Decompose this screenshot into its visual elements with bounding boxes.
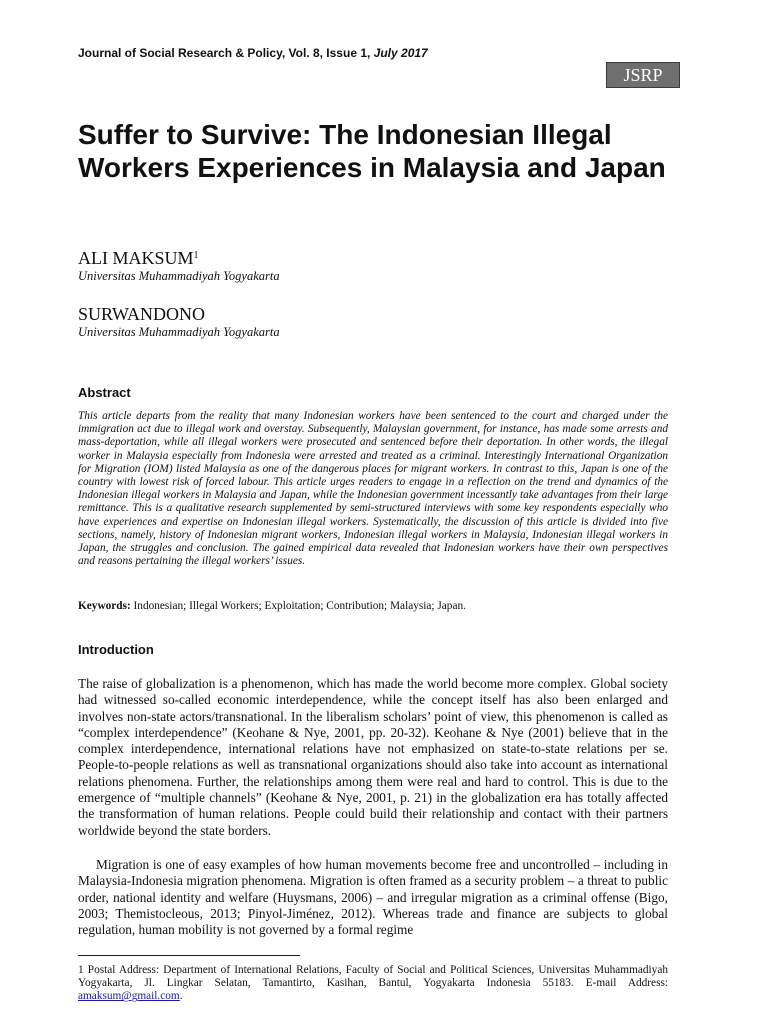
journal-logo — [606, 62, 680, 88]
email-link[interactable]: amaksum@gmail.com — [78, 990, 180, 1003]
author-block — [78, 304, 280, 340]
author-name: ALI MAKSUM$^1$ — [78, 248, 199, 268]
body-paragraph: The raise of globalization is a phenomenon, which has made the world become more complex. Global society had witnessed so-called economic interdependence, while the concept itself has also been enlarged and involves non-state actors/transnational. In the liberalism scholars’ point of view, this phenomenon is called as “complex interdependence” (Keohane & Nye, 2001, pp. 20-32). Keohane & Nye (2001) believe that in the complex interdependence, international relations have not emphasized on state-to-state relations per se. People-to-people relations as well as transnational organizations should also take into account as international relations phenomena. Further, the relationships among them were real and hard to control. This is due to the emergence of “multiple channels” (Keohane & Nye, 2001, p. 21) in the globalization era has totally affected the transformation of human relations. People could build their relationship and contact with their partners worldwide beyond the state borders. — [78, 676, 668, 838]
author-affiliation: Universitas Muhammadiyah Yogyakarta — [78, 325, 280, 339]
footnote-marker[interactable]: 1 — [193, 250, 199, 261]
keywords — [78, 600, 678, 612]
keywords-list: Indonesian; Illegal Workers; Exploitation; Contribution; Malaysia; Japan. — [130, 600, 466, 612]
logo-text: JSRP — [623, 64, 663, 85]
keywords-label: Keywords: — [78, 600, 131, 612]
introduction-heading: Introduction — [78, 642, 154, 657]
author-affiliation: Universitas Muhammadiyah Yogyakarta — [78, 269, 280, 283]
author-name: SURWANDONO — [78, 304, 206, 324]
footnote: 1 Postal Address: Department of International Relations, Faculty of Social and Political Sciences, Universitas Muhammadiyah Yogyakarta, Jl. Lingkar Selatan, Tamantirto, Kasihan, Bantul, Yogyakarta Indonesia 55183. E-mail Address: amaksum@gmail.com. — [78, 964, 668, 1003]
footnote-text: 1 Postal Address: Department of International Relations, Faculty of Social and Political Sciences, Universitas Muhammadiyah Yogyakarta, Jl. Lingkar Selatan, Tamantirto, Kasihan, Bantul, Yogyakarta Indonesia 55183. E-mail Address: — [78, 964, 668, 990]
abstract-heading: Abstract — [78, 385, 131, 400]
journal-header — [78, 46, 428, 60]
author-block — [78, 248, 280, 284]
body-paragraph: Migration is one of easy examples of how human movements become free and uncontrolled – including in Malaysia-Indonesia migration phenomena. Migration is often framed as a security problem – a threat to public order, national identity and welfare (Huysmans, 2006) – and irregular migration as a criminal offense (Bigo, 2003; Themistocleous, 2013; Pinyol-Jiménez, 2012). Whereas trade and finance are subjects to global regulation, human mobility is not governed by a formal regime — [78, 857, 668, 938]
journal-date: July 2017 — [373, 46, 428, 60]
journal-citation: Journal of Social Research & Policy, Vol. 8, Issue 1, — [78, 46, 374, 60]
abstract-text: This article departs from the reality that many Indonesian workers have been sentenced to the court and charged under the immigration act due to illegal work and overstay. Subsequently, Malaysian government, for instance, has made some arrests and mass-deportation, while all illegal workers were prosecuted and sentenced before their deportation. In other words, the illegal worker in Malaysia especially from Indonesia were arrested and treated as a criminal. Interestingly International Organization for Migration (IOM) listed Malaysia as one of the dangerous places for migrant workers. In contrast to this, Japan is one of the country with lowest risk of forced labour. This article urges readers to engage in a reflection on the trend and dynamics of the Indonesian illegal workers in Malaysia and Japan, while the Indonesian government incessantly take advantages from their large remittance. This is a qualitative research supplemented by semi-structured interviews with some key respondents especially who have experiences and expertise on Indonesian illegal workers. Systematically, the discussion of this article is divided into five sections, namely, history of Indonesian migrant workers, Indonesian illegal workers in Malaysia, Indonesian illegal workers in Japan, the struggles and conclusion. The gained empirical data revealed that Indonesian workers have their own perspectives and reasons pertaining the illegal workers’ issues. — [78, 410, 668, 568]
footnote-divider — [78, 955, 300, 956]
article-title: Suffer to Survive: The Indonesian Illegal Workers Experiences in Malaysia and Japan — [78, 119, 666, 183]
